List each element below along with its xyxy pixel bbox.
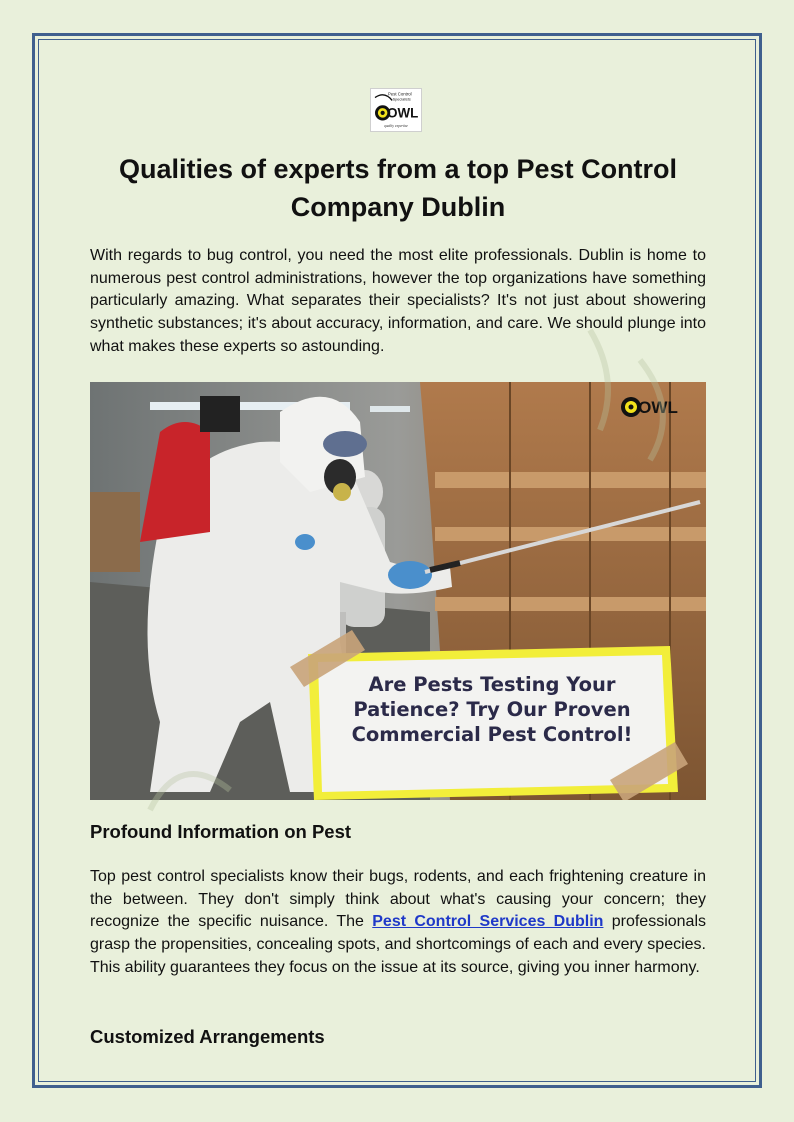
pest-control-photo xyxy=(90,382,706,800)
section1-text-before: Top pest control specialists know their bugs, rodents, and each frightening creature in the between. They don't simply think about what's causing your concern; they recognize the specific nuisance. The xyxy=(90,868,706,931)
logo-brand: OWL xyxy=(387,105,419,121)
intro-paragraph: With regards to bug control, you need the most elite professionals. Dublin is home to numerous pest control administrations, however the top organizations have something particularly amazing. What separates their specialists? It's not just about showering synthetic substances; it's about accuracy, information, and care. We should plunge into what makes these experts so astounding. xyxy=(90,247,706,355)
photo-banner-text: Are Pests Testing Your Patience? Try Our Proven Commercial Pest Control! xyxy=(351,673,633,746)
section-heading-profound-information: Profound Information on Pest xyxy=(90,821,352,842)
logo-tagline: quality expertise xyxy=(384,124,408,129)
section-heading-customized-arrangements: Customized Arrangements xyxy=(90,1026,325,1047)
page-title: Qualities of experts from a top Pest Control Company Dublin xyxy=(118,154,678,222)
photo-brand: OWL xyxy=(638,398,678,417)
pest-control-services-dublin-link[interactable]: Pest Control Services Dublin xyxy=(372,913,604,931)
owl-logo xyxy=(370,88,422,132)
logo-line1: Pest Control xyxy=(388,91,412,97)
section1-paragraph xyxy=(90,866,706,980)
logo-line2: Specialists xyxy=(392,97,411,102)
section1-text-after: professionals grasp the propensities, concealing spots, and shortcomings of each and every species. This ability guarantees they focus on the issue at its source, giving you inner harmony. xyxy=(90,913,707,976)
